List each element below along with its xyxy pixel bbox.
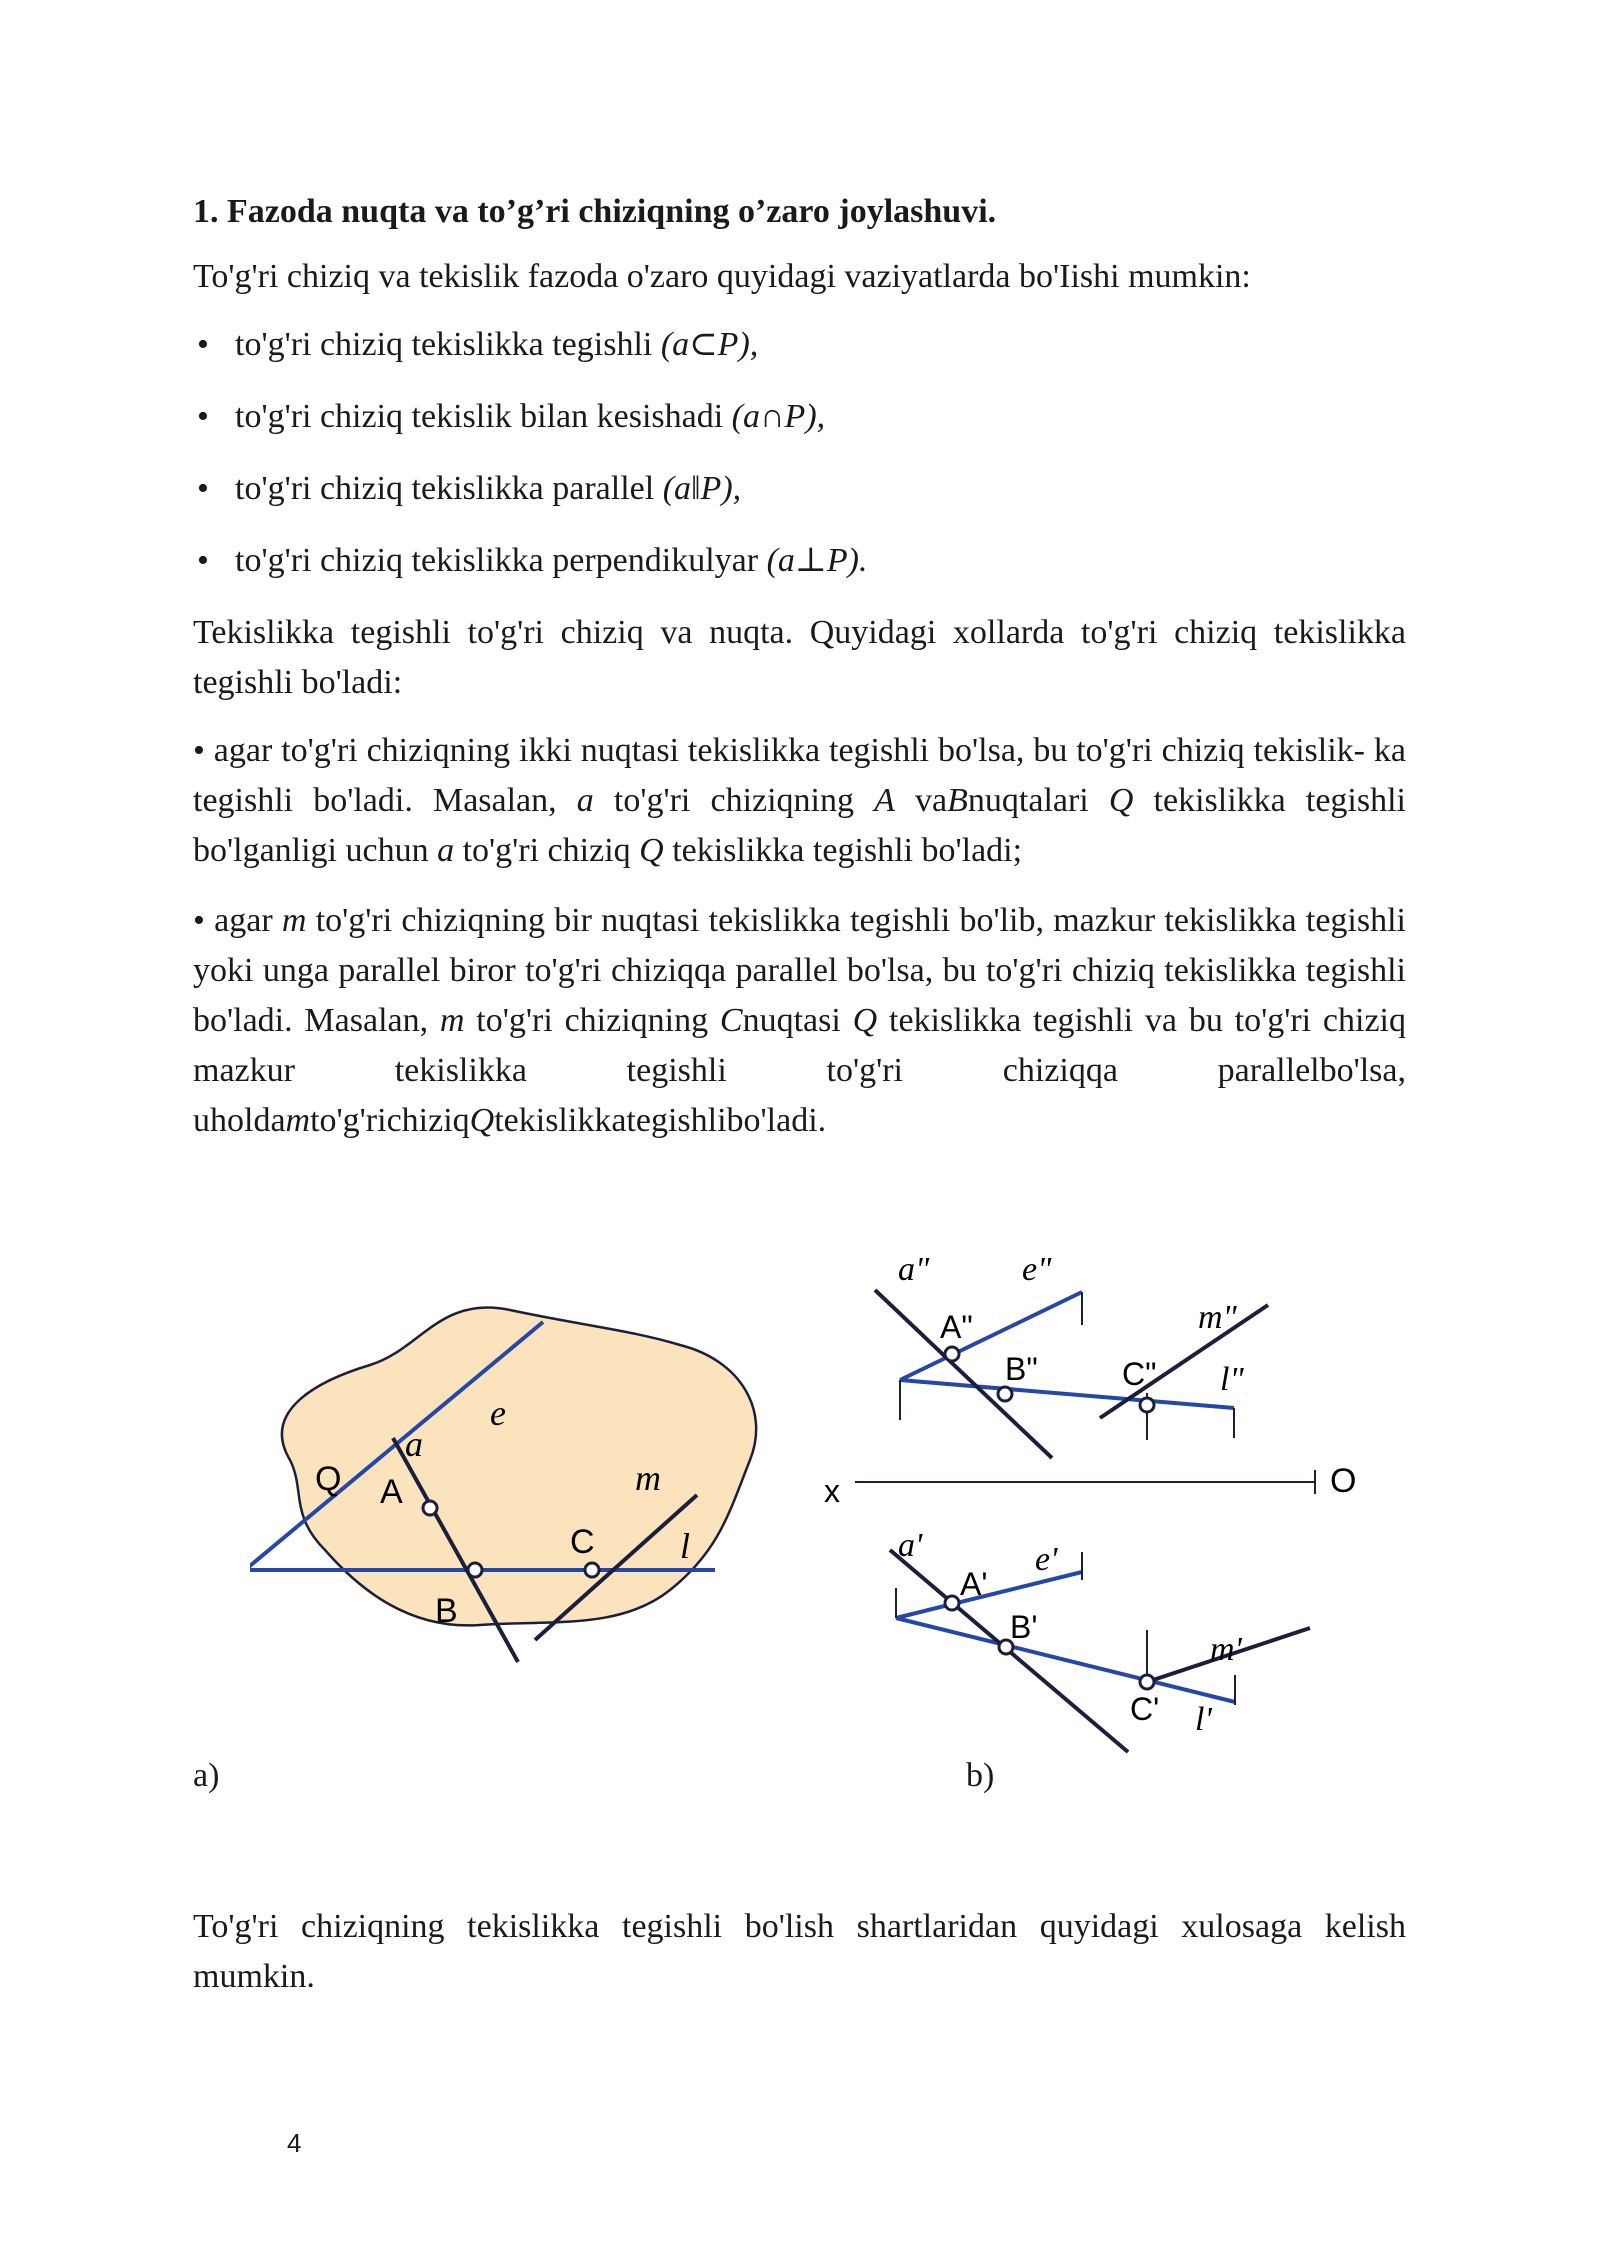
label-a-line: a bbox=[405, 1424, 423, 1464]
label-m1: m' bbox=[1210, 1631, 1242, 1668]
page-number: 4 bbox=[287, 2128, 302, 2158]
point-c-marker bbox=[585, 1563, 599, 1577]
positions-list bbox=[193, 320, 1406, 586]
point-b2-marker bbox=[998, 1387, 1012, 1401]
page-content bbox=[193, 190, 1406, 1166]
label-l2: l" bbox=[1220, 1361, 1244, 1398]
list-item-text: to'g'ri chiziq tekislik bilan kesishadi bbox=[235, 398, 732, 435]
label-point-c2: C" bbox=[1122, 1356, 1157, 1392]
bullet-symbol: • bbox=[197, 542, 209, 579]
label-l1: l' bbox=[1195, 1701, 1212, 1738]
figure-a-diagram bbox=[250, 1290, 770, 1710]
plane-q-shape bbox=[282, 1307, 756, 1625]
bullet-symbol: • bbox=[197, 470, 209, 507]
list-item bbox=[193, 464, 1406, 514]
label-a1: a' bbox=[898, 1527, 923, 1564]
list-item bbox=[193, 320, 1406, 370]
point-a2-marker bbox=[945, 1347, 959, 1361]
list-item-math: (a∩P), bbox=[731, 398, 826, 435]
label-point-a1: A' bbox=[960, 1566, 988, 1602]
figure-b-caption: b) bbox=[966, 1757, 995, 1794]
condition-paragraph-1: • agar to'g'ri chiziqning ikki nuqtasi tekislikka tegishli bo'lsa, bu to'g'ri chiziq tekislik- ka tegishli bo'ladi. Masalan, a to'g'ri chiziqning A vaBnuqtalari Q tekislikka tegishli bo'lganligi uchun a to'g'ri chiziq Q tekislikka tegishli bo'ladi; bbox=[193, 732, 1406, 869]
label-point-a: A bbox=[380, 1473, 403, 1511]
label-x: x bbox=[824, 1473, 840, 1509]
figure-area bbox=[0, 1200, 1600, 1840]
condition-paragraph-2: • agar m to'g'ri chiziqning bir nuqtasi tekislikka tegishli bo'lib, mazkur tekislikka tegishli yoki unga parallel biror to'g'ri chiziqqa parallel bo'lsa, bu to'g'ri chiziq tekislikka tegishli bo'ladi. Masalan, m to'g'ri chiziqning Cnuqtasi Q tekislikka tegishli va bu to'g'ri chiziq mazkur tekislikka tegishli to'g'ri chiziqqa parallelbo'lsa, uholdamto'g'richiziqQtekislikkategishlibo'ladi. bbox=[193, 902, 1406, 1139]
line-e-upper bbox=[900, 1292, 1082, 1380]
point-c2-marker bbox=[1140, 1398, 1154, 1412]
point-a1-marker bbox=[945, 1596, 959, 1610]
list-item-text: to'g'ri chiziq tekislikka perpendikulyar bbox=[235, 542, 767, 579]
label-point-b1: B' bbox=[1010, 1609, 1038, 1645]
label-point-c1: C' bbox=[1130, 1691, 1160, 1727]
line-l-lower bbox=[896, 1618, 1235, 1702]
list-item-text: to'g'ri chiziq tekislikka tegishli bbox=[235, 326, 661, 363]
label-q: Q bbox=[315, 1460, 342, 1498]
bullet-symbol: • bbox=[197, 326, 209, 363]
label-m2: m" bbox=[1198, 1299, 1237, 1336]
label-point-c: C bbox=[570, 1523, 595, 1561]
label-point-a2: A" bbox=[940, 1309, 973, 1345]
subheading-paragraph: Tekislikka tegishli to'g'ri chiziq va nuqta. Quyidagi xollarda to'g'ri chiziq tekislikka tegishli bo'ladi: bbox=[193, 614, 1406, 701]
section-heading: 1. Fazoda nuqta va to’g’ri chiziqning o’zaro joylashuvi. bbox=[193, 193, 997, 230]
label-point-b2: B" bbox=[1005, 1351, 1038, 1387]
point-b-marker bbox=[468, 1563, 482, 1577]
list-item-text: to'g'ri chiziq tekislikka parallel bbox=[235, 470, 663, 507]
conclusion-paragraph: To'g'ri chiziqning tekislikka tegishli bo'lish shartlaridan quyidagi xulosaga kelish mumkin. bbox=[193, 1908, 1406, 1995]
list-item-math: (a⊂P), bbox=[660, 326, 759, 363]
label-o: O bbox=[1330, 1462, 1357, 1500]
line-l-upper bbox=[900, 1380, 1234, 1408]
bullet-symbol: • bbox=[197, 398, 209, 435]
figure-a-caption: a) bbox=[193, 1757, 220, 1794]
figure-b-diagram bbox=[810, 1220, 1370, 1780]
list-item-math: (a‖P), bbox=[662, 470, 742, 507]
list-item bbox=[193, 536, 1406, 586]
intro-paragraph: To'g'ri chiziq va tekislik fazoda o'zaro quyidagi vaziyatlarda bo'Iishi mumkin: bbox=[193, 258, 1251, 295]
list-item bbox=[193, 392, 1406, 442]
label-e1: e' bbox=[1035, 1541, 1058, 1578]
label-l: l bbox=[680, 1526, 691, 1566]
list-item-math: (a⊥P). bbox=[766, 542, 868, 579]
label-point-b: B bbox=[435, 1592, 458, 1630]
label-e2: e" bbox=[1022, 1251, 1052, 1288]
label-m: m bbox=[635, 1458, 661, 1498]
point-a-marker bbox=[423, 1501, 437, 1515]
point-c1-marker bbox=[1140, 1675, 1154, 1689]
label-e: e bbox=[490, 1393, 506, 1433]
label-a2: a" bbox=[898, 1251, 930, 1288]
